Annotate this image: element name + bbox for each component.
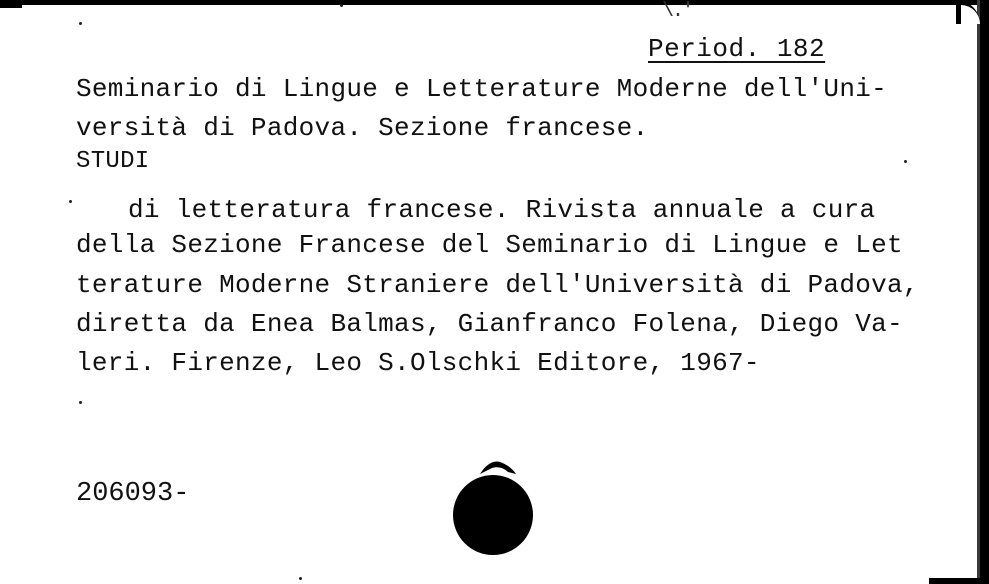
speck xyxy=(340,4,343,7)
speck xyxy=(69,200,72,203)
heading-line-2: versità di Padova. Sezione francese. xyxy=(76,113,649,143)
speck xyxy=(299,577,302,580)
card-top-edge xyxy=(0,0,989,5)
body-line-4: diretta da Enea Balmas, Gianfranco Folena, Diego Va- xyxy=(76,309,903,339)
card-right-edge xyxy=(980,0,989,584)
card-bottom-edge xyxy=(929,578,989,584)
body-line-5: leri. Firenze, Leo S.Olschki Editore, 1967- xyxy=(76,348,760,378)
call-number: Period. 182 xyxy=(648,34,826,64)
speck xyxy=(79,22,82,25)
body-line-2: della Sezione Francese del Seminario di Lingue e Let xyxy=(76,230,903,260)
speck xyxy=(904,160,907,163)
corner-handwritten-mark: \.' xyxy=(662,0,693,23)
punch-hole-tear xyxy=(478,458,518,476)
body-line-1: di letteratura francese. Rivista annuale a cura xyxy=(128,195,876,225)
accession-number: 206093- xyxy=(76,479,190,509)
card-top-left-artifact xyxy=(0,0,22,8)
speck xyxy=(79,401,82,404)
card-right-edge-shadow xyxy=(977,0,980,584)
title-line: STUDI xyxy=(76,148,150,175)
body-line-3: terature Moderne Straniere dell'Università di Padova, xyxy=(76,270,919,300)
heading-line-1: Seminario di Lingue e Letterature Moderne dell'Uni- xyxy=(76,74,888,104)
punch-hole xyxy=(453,475,533,555)
